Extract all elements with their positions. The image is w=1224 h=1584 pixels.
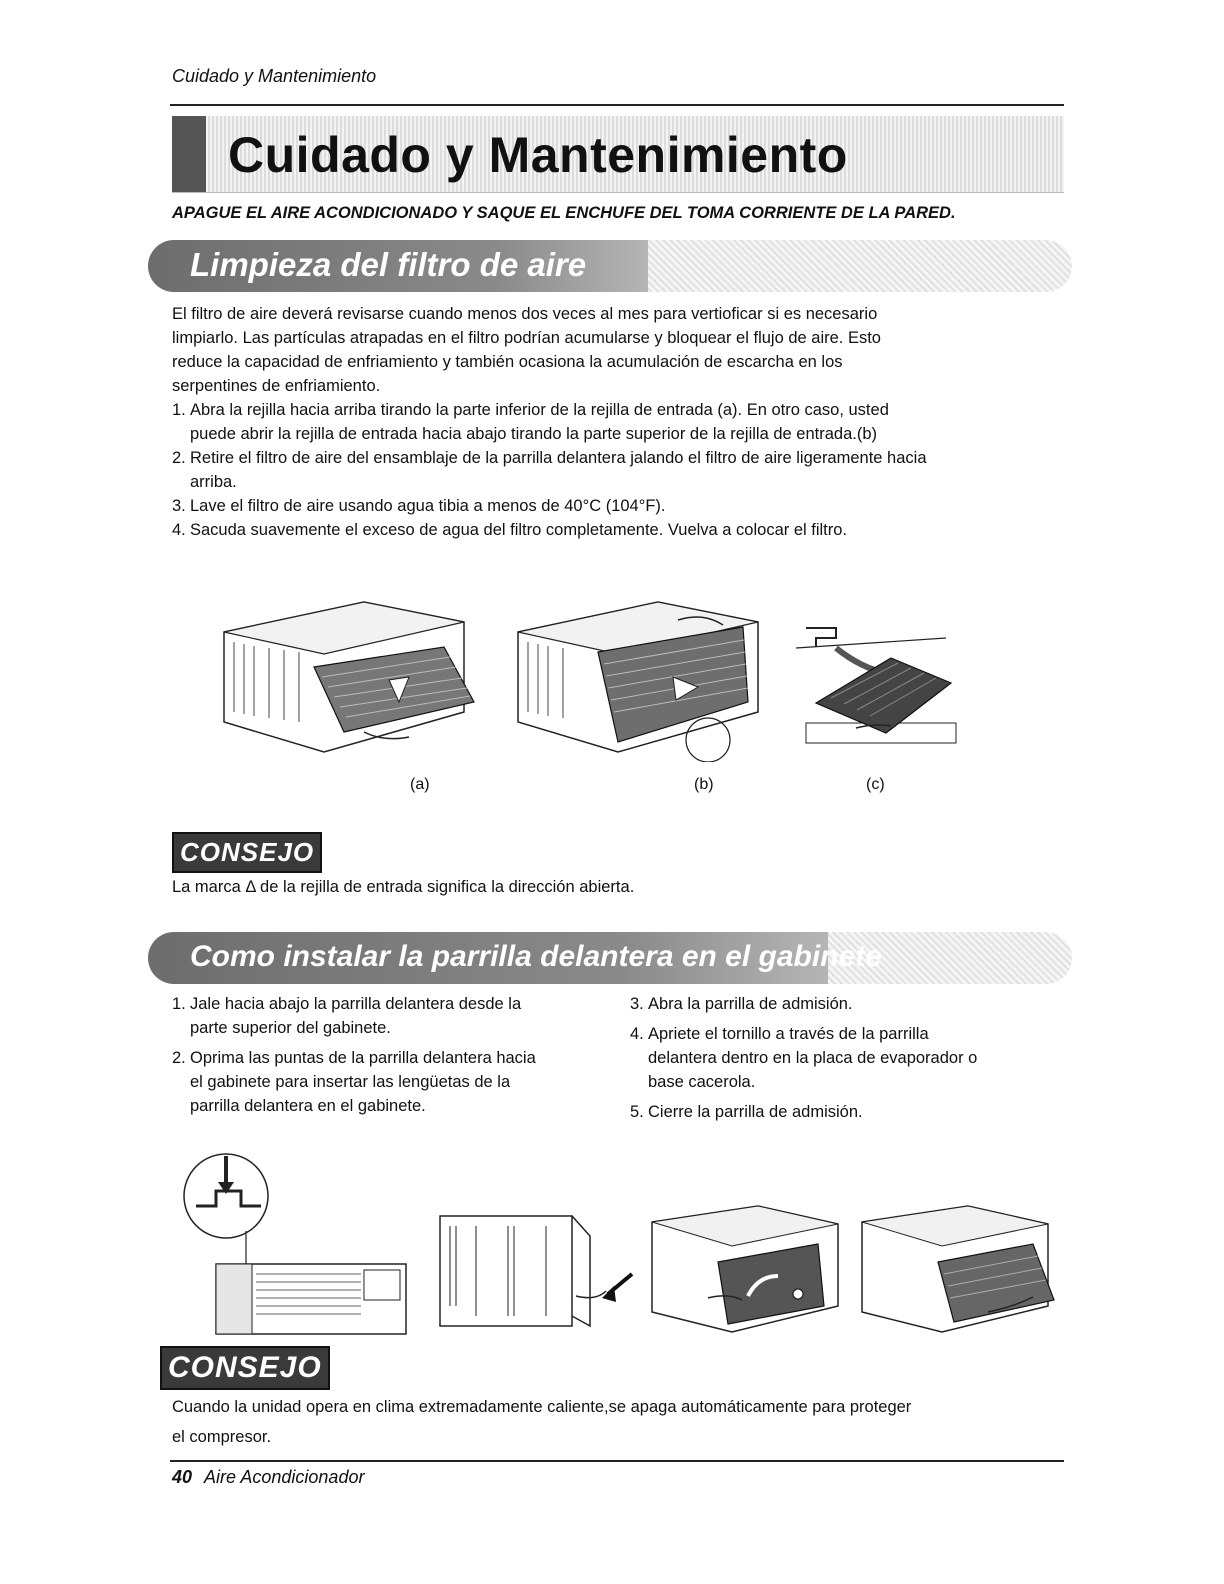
- intro-line: reduce la capacidad de enfriamiento y también ocasiona la acumulación de escarcha en los: [172, 353, 843, 371]
- list-item: [172, 446, 1064, 470]
- step-text: Abra la parrilla de admisión.: [648, 995, 853, 1013]
- step-number: 1.: [172, 995, 186, 1013]
- title-marker: [172, 116, 206, 192]
- step-text: Sacuda suavemente el exceso de agua del filtro completamente. Vuelva a colocar el filtro.: [190, 521, 848, 539]
- list-item: [630, 1100, 1070, 1124]
- figure-grille-tab-detail: [176, 1146, 412, 1338]
- header-rule: [170, 104, 1064, 106]
- figure-close-intake: [858, 1202, 1058, 1336]
- list-item: [172, 398, 1064, 422]
- step-text: Cierre la parrilla de admisión.: [648, 1103, 863, 1121]
- step-text: delantera dentro en la placa de evaporador o: [648, 1049, 978, 1067]
- list-item: [172, 1046, 612, 1118]
- figure-open-intake-screw: [648, 1202, 846, 1336]
- step-number: 4.: [630, 1025, 644, 1043]
- caption-a: (a): [410, 776, 430, 793]
- list-item: [630, 1022, 1070, 1094]
- install-steps-right: [630, 992, 1070, 1130]
- section-bar-filter-cleaning: [148, 240, 1072, 292]
- step-number: 2.: [172, 449, 186, 467]
- tip-badge: CONSEJO: [160, 1346, 330, 1390]
- list-item: [630, 992, 1070, 1016]
- step-text: parte superior del gabinete.: [190, 1019, 391, 1037]
- section-title-install-grille: Como instalar la parrilla delantera en el gabinete: [190, 940, 882, 973]
- section-title-filter-cleaning: Limpieza del filtro de aire: [190, 246, 587, 283]
- step-number: 5.: [630, 1103, 644, 1121]
- safety-warning: APAGUE EL AIRE ACONDICIONADO Y SAQUE EL ENCHUFE DEL TOMA CORRIENTE DE LA PARED.: [172, 204, 956, 222]
- tip-text: [172, 1392, 1064, 1452]
- step-text: puede abrir la rejilla de entrada hacia abajo tirando la parte superior de la rejilla de entrada.(b): [190, 425, 878, 443]
- list-item: [172, 992, 612, 1040]
- step-number: 3.: [172, 497, 186, 515]
- step-number: 1.: [172, 401, 186, 419]
- step-text: base cacerola.: [648, 1073, 756, 1091]
- figure-b-open-grille-down: [508, 592, 778, 762]
- intro-line: serpentines de enfriamiento.: [172, 377, 381, 395]
- list-item-continuation: [172, 470, 1064, 494]
- list-item: [172, 518, 1064, 542]
- step-text: arriba.: [190, 473, 237, 491]
- step-text: Oprima las puntas de la parrilla delantera hacia: [190, 1049, 536, 1067]
- figure-push-grille: [436, 1196, 636, 1336]
- tip-text-line: el compresor.: [172, 1428, 272, 1446]
- list-item: [172, 494, 1064, 518]
- figure-c-wash-filter: [796, 608, 966, 758]
- filter-intro: [172, 302, 1064, 398]
- step-text: Retire el filtro de aire del ensamblaje de la parrilla delantera jalando el filtro de aire ligeramente hacia: [190, 449, 927, 467]
- footer-rule: [170, 1460, 1064, 1462]
- step-text: Lave el filtro de aire usando agua tibia a menos de 40°C (104°F).: [190, 497, 666, 515]
- step-text: el gabinete para insertar las lengüetas de la: [190, 1073, 511, 1091]
- install-steps-left: [172, 992, 612, 1124]
- page-number: 40: [172, 1467, 193, 1487]
- section-bar-install-grille: [148, 932, 1072, 984]
- step-number: 2.: [172, 1049, 186, 1067]
- product-name: Aire Acondicionador: [204, 1467, 365, 1487]
- intro-line: El filtro de aire deverá revisarse cuando menos dos veces al mes para vertioficar si es necesario: [172, 305, 878, 323]
- tip-text: La marca Δ de la rejilla de entrada significa la dirección abierta.: [172, 878, 635, 896]
- step-text: Jale hacia abajo la parrilla delantera desde la: [190, 995, 522, 1013]
- step-number: 3.: [630, 995, 644, 1013]
- running-head: Cuidado y Mantenimiento: [172, 66, 377, 86]
- step-number: 4.: [172, 521, 186, 539]
- filter-steps: [172, 398, 1064, 542]
- step-text: parrilla delantera en el gabinete.: [190, 1097, 426, 1115]
- step-text: Abra la rejilla hacia arriba tirando la parte inferior de la rejilla de entrada (a). En otro caso, usted: [190, 401, 889, 419]
- tip-badge: CONSEJO: [172, 832, 322, 873]
- page-title: Cuidado y Mantenimiento: [228, 127, 848, 183]
- figure-a-open-grille-up: [214, 592, 484, 762]
- intro-line: limpiarlo. Las partículas atrapadas en el filtro podrían acumularse y bloquear el flujo de aire. Esto: [172, 329, 881, 347]
- list-item-continuation: [172, 422, 1064, 446]
- page-footer: [172, 1467, 364, 1488]
- caption-c: (c): [866, 776, 885, 793]
- tip-text-line: Cuando la unidad opera en clima extremadamente caliente,se apaga automáticamente para proteger: [172, 1398, 912, 1416]
- caption-b: (b): [694, 776, 714, 793]
- step-text: Apriete el tornillo a través de la parrilla: [648, 1025, 929, 1043]
